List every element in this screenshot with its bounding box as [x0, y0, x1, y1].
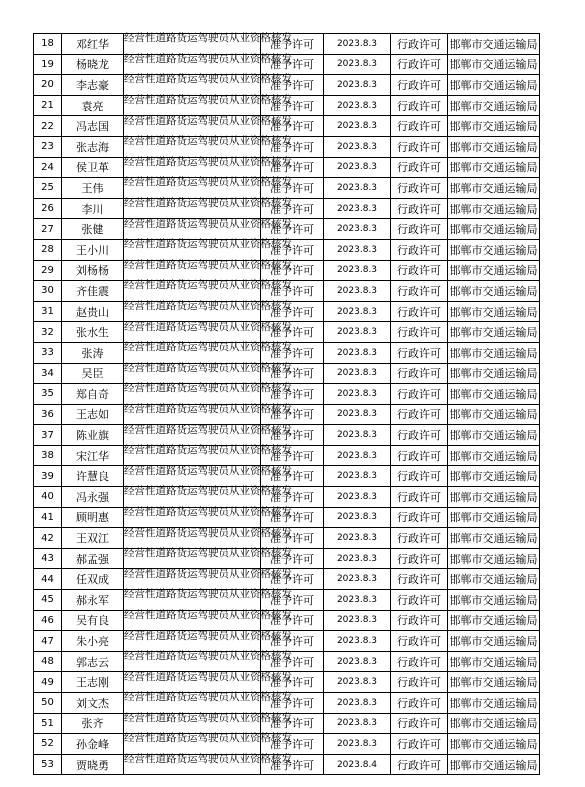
applicant-name: 王志刚 — [62, 672, 124, 693]
issuing-authority: 邯郸市交通运输局 — [448, 178, 540, 199]
decision-result: 准予许可 — [261, 342, 324, 363]
decision-result: 准予许可 — [261, 404, 324, 425]
decision-date: 2023.8.3 — [324, 672, 391, 693]
decision-type: 行政许可 — [391, 363, 448, 384]
row-number: 40 — [34, 487, 62, 508]
license-item-text: 经营性道路货运驾驶员从业资格核发 — [124, 753, 292, 766]
table-row — [34, 322, 540, 343]
decision-result: 准予许可 — [261, 734, 324, 755]
row-number: 47 — [34, 631, 62, 652]
issuing-authority: 邯郸市交通运输局 — [448, 219, 540, 240]
license-item-text: 经营性道路货运驾驶员从业资格核发 — [124, 629, 292, 642]
row-number: 18 — [34, 34, 62, 55]
decision-date: 2023.8.3 — [324, 548, 391, 569]
license-item-text: 经营性道路货运驾驶员从业资格核发 — [124, 238, 292, 251]
row-number: 42 — [34, 528, 62, 549]
decision-result: 准予许可 — [261, 178, 324, 199]
applicant-name: 任双成 — [62, 569, 124, 590]
decision-result: 准予许可 — [261, 281, 324, 302]
applicant-name: 王志如 — [62, 404, 124, 425]
decision-type: 行政许可 — [391, 445, 448, 466]
row-number: 33 — [34, 342, 62, 363]
table-row — [34, 260, 540, 281]
applicant-name: 许慧良 — [62, 466, 124, 487]
license-item-text: 经营性道路货运驾驶员从业资格核发 — [124, 73, 292, 86]
table-row — [34, 75, 540, 96]
table-row — [34, 548, 540, 569]
license-item-text: 经营性道路货运驾驶员从业资格核发 — [124, 52, 292, 65]
decision-type: 行政许可 — [391, 136, 448, 157]
license-item-text: 经营性道路货运驾驶员从业资格核发 — [124, 176, 292, 189]
table-row — [34, 651, 540, 672]
row-number: 48 — [34, 651, 62, 672]
decision-type: 行政许可 — [391, 693, 448, 714]
issuing-authority: 邯郸市交通运输局 — [448, 260, 540, 281]
decision-date: 2023.8.3 — [324, 713, 391, 734]
license-item-text: 经营性道路货运驾驶员从业资格核发 — [124, 361, 292, 374]
decision-type: 行政许可 — [391, 631, 448, 652]
table-row — [34, 425, 540, 446]
row-number: 44 — [34, 569, 62, 590]
applicant-name: 张志海 — [62, 136, 124, 157]
issuing-authority: 邯郸市交通运输局 — [448, 631, 540, 652]
decision-type: 行政许可 — [391, 281, 448, 302]
decision-type: 行政许可 — [391, 487, 448, 508]
decision-result: 准予许可 — [261, 75, 324, 96]
license-item-text: 经营性道路货运驾驶员从业资格核发 — [124, 444, 292, 457]
table-row — [34, 507, 540, 528]
row-number: 43 — [34, 548, 62, 569]
applicant-name: 宋江华 — [62, 445, 124, 466]
license-item-text: 经营性道路货运驾驶员从业资格核发 — [124, 464, 292, 477]
applicant-name: 杨晓龙 — [62, 54, 124, 75]
applicant-name: 陈业旗 — [62, 425, 124, 446]
row-number: 26 — [34, 198, 62, 219]
issuing-authority: 邯郸市交通运输局 — [448, 116, 540, 137]
decision-date: 2023.8.3 — [324, 260, 391, 281]
decision-result: 准予许可 — [261, 693, 324, 714]
applicant-name: 王伟 — [62, 178, 124, 199]
decision-result: 准予许可 — [261, 466, 324, 487]
table-row — [34, 590, 540, 611]
row-number: 36 — [34, 404, 62, 425]
decision-type: 行政许可 — [391, 528, 448, 549]
decision-date: 2023.8.3 — [324, 445, 391, 466]
row-number: 38 — [34, 445, 62, 466]
license-item-text: 经营性道路货运驾驶员从业资格核发 — [124, 588, 292, 601]
issuing-authority: 邯郸市交通运输局 — [448, 487, 540, 508]
issuing-authority: 邯郸市交通运输局 — [448, 95, 540, 116]
applicant-name: 郝永军 — [62, 590, 124, 611]
decision-type: 行政许可 — [391, 425, 448, 446]
row-number: 22 — [34, 116, 62, 137]
license-item-text: 经营性道路货运驾驶员从业资格核发 — [124, 279, 292, 292]
table-row — [34, 445, 540, 466]
applicant-name: 李志豪 — [62, 75, 124, 96]
table-row — [34, 178, 540, 199]
license-table — [33, 33, 540, 775]
table-row — [34, 157, 540, 178]
table-row — [34, 384, 540, 405]
row-number: 52 — [34, 734, 62, 755]
decision-date: 2023.8.3 — [324, 75, 391, 96]
issuing-authority: 邯郸市交通运输局 — [448, 75, 540, 96]
row-number: 21 — [34, 95, 62, 116]
row-number: 28 — [34, 239, 62, 260]
decision-date: 2023.8.3 — [324, 384, 391, 405]
decision-type: 行政许可 — [391, 590, 448, 611]
issuing-authority: 邯郸市交通运输局 — [448, 404, 540, 425]
table-row — [34, 198, 540, 219]
row-number: 46 — [34, 610, 62, 631]
license-item-text: 经营性道路货运驾驶员从业资格核发 — [124, 423, 292, 436]
decision-type: 行政许可 — [391, 54, 448, 75]
applicant-name: 吴臣 — [62, 363, 124, 384]
row-number: 19 — [34, 54, 62, 75]
issuing-authority: 邯郸市交通运输局 — [448, 754, 540, 775]
decision-result: 准予许可 — [261, 548, 324, 569]
issuing-authority: 邯郸市交通运输局 — [448, 239, 540, 260]
license-item-text: 经营性道路货运驾驶员从业资格核发 — [124, 94, 292, 107]
table-row — [34, 54, 540, 75]
decision-result: 准予许可 — [261, 136, 324, 157]
issuing-authority: 邯郸市交通运输局 — [448, 569, 540, 590]
issuing-authority: 邯郸市交通运输局 — [448, 363, 540, 384]
decision-date: 2023.8.3 — [324, 693, 391, 714]
license-item-text: 经营性道路货运驾驶员从业资格核发 — [124, 670, 292, 683]
applicant-name: 贾晓勇 — [62, 754, 124, 775]
decision-type: 行政许可 — [391, 384, 448, 405]
applicant-name: 张涛 — [62, 342, 124, 363]
decision-result: 准予许可 — [261, 507, 324, 528]
row-number: 31 — [34, 301, 62, 322]
row-number: 53 — [34, 754, 62, 775]
applicant-name: 袁亮 — [62, 95, 124, 116]
applicant-name: 郭志云 — [62, 651, 124, 672]
row-number: 51 — [34, 713, 62, 734]
decision-type: 行政许可 — [391, 548, 448, 569]
decision-date: 2023.8.3 — [324, 301, 391, 322]
license-item-text: 经营性道路货运驾驶员从业资格核发 — [124, 608, 292, 621]
decision-date: 2023.8.3 — [324, 219, 391, 240]
table-row — [34, 693, 540, 714]
decision-type: 行政许可 — [391, 239, 448, 260]
decision-result: 准予许可 — [261, 590, 324, 611]
decision-date: 2023.8.3 — [324, 404, 391, 425]
decision-result: 准予许可 — [261, 54, 324, 75]
table-row — [34, 754, 540, 775]
decision-type: 行政许可 — [391, 219, 448, 240]
issuing-authority: 邯郸市交通运输局 — [448, 198, 540, 219]
decision-result: 准予许可 — [261, 651, 324, 672]
decision-date: 2023.8.3 — [324, 136, 391, 157]
applicant-name: 吴有良 — [62, 610, 124, 631]
table-row — [34, 363, 540, 384]
applicant-name: 孙金峰 — [62, 734, 124, 755]
decision-date: 2023.8.3 — [324, 363, 391, 384]
applicant-name: 王双江 — [62, 528, 124, 549]
decision-type: 行政许可 — [391, 116, 448, 137]
license-item-text: 经营性道路货运驾驶员从业资格核发 — [124, 114, 292, 127]
issuing-authority: 邯郸市交通运输局 — [448, 528, 540, 549]
issuing-authority: 邯郸市交通运输局 — [448, 713, 540, 734]
decision-result: 准予许可 — [261, 239, 324, 260]
decision-date: 2023.8.3 — [324, 528, 391, 549]
table-row — [34, 713, 540, 734]
row-number: 25 — [34, 178, 62, 199]
issuing-authority: 邯郸市交通运输局 — [448, 445, 540, 466]
decision-result: 准予许可 — [261, 672, 324, 693]
license-item-text: 经营性道路货运驾驶员从业资格核发 — [124, 485, 292, 498]
decision-date: 2023.8.3 — [324, 590, 391, 611]
table-row — [34, 301, 540, 322]
decision-date: 2023.8.3 — [324, 239, 391, 260]
issuing-authority: 邯郸市交通运输局 — [448, 693, 540, 714]
decision-result: 准予许可 — [261, 569, 324, 590]
license-item-text: 经营性道路货运驾驶员从业资格核发 — [124, 32, 292, 45]
applicant-name: 张健 — [62, 219, 124, 240]
applicant-name: 顾明惠 — [62, 507, 124, 528]
license-item-text: 经营性道路货运驾驶员从业资格核发 — [124, 382, 292, 395]
decision-date: 2023.8.3 — [324, 342, 391, 363]
issuing-authority: 邯郸市交通运输局 — [448, 466, 540, 487]
table-row — [34, 34, 540, 55]
decision-date: 2023.8.3 — [324, 95, 391, 116]
decision-result: 准予许可 — [261, 363, 324, 384]
decision-date: 2023.8.3 — [324, 569, 391, 590]
issuing-authority: 邯郸市交通运输局 — [448, 54, 540, 75]
decision-type: 行政许可 — [391, 713, 448, 734]
license-item-text: 经营性道路货运驾驶员从业资格核发 — [124, 341, 292, 354]
table-row — [34, 528, 540, 549]
decision-result: 准予许可 — [261, 445, 324, 466]
applicant-name: 冯志国 — [62, 116, 124, 137]
issuing-authority: 邯郸市交通运输局 — [448, 384, 540, 405]
decision-type: 行政许可 — [391, 198, 448, 219]
issuing-authority: 邯郸市交通运输局 — [448, 34, 540, 55]
decision-result: 准予许可 — [261, 116, 324, 137]
decision-date: 2023.8.3 — [324, 281, 391, 302]
decision-result: 准予许可 — [261, 384, 324, 405]
issuing-authority: 邯郸市交通运输局 — [448, 322, 540, 343]
row-number: 27 — [34, 219, 62, 240]
decision-date: 2023.8.3 — [324, 178, 391, 199]
license-item-text: 经营性道路货运驾驶员从业资格核发 — [124, 691, 292, 704]
row-number: 49 — [34, 672, 62, 693]
decision-result: 准予许可 — [261, 631, 324, 652]
decision-type: 行政许可 — [391, 260, 448, 281]
decision-date: 2023.8.3 — [324, 487, 391, 508]
decision-type: 行政许可 — [391, 672, 448, 693]
decision-result: 准予许可 — [261, 610, 324, 631]
license-item-text: 经营性道路货运驾驶员从业资格核发 — [124, 711, 292, 724]
decision-type: 行政许可 — [391, 95, 448, 116]
applicant-name: 朱小亮 — [62, 631, 124, 652]
table-row — [34, 219, 540, 240]
license-item-text: 经营性道路货运驾驶员从业资格核发 — [124, 526, 292, 539]
decision-date: 2023.8.4 — [324, 754, 391, 775]
license-item-text: 经营性道路货运驾驶员从业资格核发 — [124, 547, 292, 560]
decision-type: 行政许可 — [391, 651, 448, 672]
applicant-name: 冯永强 — [62, 487, 124, 508]
table-row — [34, 342, 540, 363]
applicant-name: 李川 — [62, 198, 124, 219]
table-body — [34, 34, 540, 775]
decision-result: 准予许可 — [261, 322, 324, 343]
decision-date: 2023.8.3 — [324, 425, 391, 446]
decision-result: 准予许可 — [261, 219, 324, 240]
row-number: 30 — [34, 281, 62, 302]
table-row — [34, 466, 540, 487]
decision-date: 2023.8.3 — [324, 507, 391, 528]
decision-type: 行政许可 — [391, 178, 448, 199]
decision-type: 行政许可 — [391, 569, 448, 590]
table-row — [34, 136, 540, 157]
decision-result: 准予许可 — [261, 713, 324, 734]
applicant-name: 邓红华 — [62, 34, 124, 55]
decision-type: 行政许可 — [391, 75, 448, 96]
applicant-name: 郑自奇 — [62, 384, 124, 405]
license-item-text: 经营性道路货运驾驶员从业资格核发 — [124, 155, 292, 168]
license-item-text: 经营性道路货运驾驶员从业资格核发 — [124, 197, 292, 210]
applicant-name: 郝孟强 — [62, 548, 124, 569]
decision-result: 准予许可 — [261, 157, 324, 178]
decision-result: 准予许可 — [261, 301, 324, 322]
license-item-text: 经营性道路货运驾驶员从业资格核发 — [124, 300, 292, 313]
decision-result: 准予许可 — [261, 198, 324, 219]
decision-result: 准予许可 — [261, 34, 324, 55]
applicant-name: 张水生 — [62, 322, 124, 343]
applicant-name: 刘文杰 — [62, 693, 124, 714]
decision-type: 行政许可 — [391, 342, 448, 363]
issuing-authority: 邯郸市交通运输局 — [448, 672, 540, 693]
license-item-text: 经营性道路货运驾驶员从业资格核发 — [124, 135, 292, 148]
row-number: 41 — [34, 507, 62, 528]
decision-result: 准予许可 — [261, 260, 324, 281]
row-number: 35 — [34, 384, 62, 405]
issuing-authority: 邯郸市交通运输局 — [448, 507, 540, 528]
decision-type: 行政许可 — [391, 507, 448, 528]
table-row — [34, 631, 540, 652]
table-row — [34, 116, 540, 137]
applicant-name: 赵贵山 — [62, 301, 124, 322]
decision-type: 行政许可 — [391, 322, 448, 343]
license-item-text: 经营性道路货运驾驶员从业资格核发 — [124, 505, 292, 518]
decision-date: 2023.8.3 — [324, 34, 391, 55]
row-number: 29 — [34, 260, 62, 281]
row-number: 50 — [34, 693, 62, 714]
table-row — [34, 610, 540, 631]
table-row — [34, 569, 540, 590]
issuing-authority: 邯郸市交通运输局 — [448, 548, 540, 569]
decision-date: 2023.8.3 — [324, 651, 391, 672]
license-item-text: 经营性道路货运驾驶员从业资格核发 — [124, 402, 292, 415]
row-number: 45 — [34, 590, 62, 611]
issuing-authority: 邯郸市交通运输局 — [448, 610, 540, 631]
license-item-text: 经营性道路货运驾驶员从业资格核发 — [124, 217, 292, 230]
issuing-authority: 邯郸市交通运输局 — [448, 651, 540, 672]
table-row — [34, 404, 540, 425]
decision-type: 行政许可 — [391, 301, 448, 322]
issuing-authority: 邯郸市交通运输局 — [448, 590, 540, 611]
decision-date: 2023.8.3 — [324, 466, 391, 487]
issuing-authority: 邯郸市交通运输局 — [448, 425, 540, 446]
decision-result: 准予许可 — [261, 425, 324, 446]
decision-type: 行政许可 — [391, 754, 448, 775]
issuing-authority: 邯郸市交通运输局 — [448, 734, 540, 755]
decision-result: 准予许可 — [261, 95, 324, 116]
license-item-text: 经营性道路货运驾驶员从业资格核发 — [124, 732, 292, 745]
issuing-authority: 邯郸市交通运输局 — [448, 136, 540, 157]
issuing-authority: 邯郸市交通运输局 — [448, 342, 540, 363]
table-row — [34, 95, 540, 116]
table-row — [34, 281, 540, 302]
row-number: 34 — [34, 363, 62, 384]
applicant-name: 齐佳震 — [62, 281, 124, 302]
license-item-text: 经营性道路货运驾驶员从业资格核发 — [124, 567, 292, 580]
row-number: 39 — [34, 466, 62, 487]
table-row — [34, 239, 540, 260]
license-item-text: 经营性道路货运驾驶员从业资格核发 — [124, 650, 292, 663]
row-number: 24 — [34, 157, 62, 178]
decision-date: 2023.8.3 — [324, 116, 391, 137]
decision-type: 行政许可 — [391, 466, 448, 487]
decision-result: 准予许可 — [261, 754, 324, 775]
applicant-name: 侯卫革 — [62, 157, 124, 178]
decision-type: 行政许可 — [391, 34, 448, 55]
issuing-authority: 邯郸市交通运输局 — [448, 281, 540, 302]
license-item-text: 经营性道路货运驾驶员从业资格核发 — [124, 320, 292, 333]
applicant-name: 张齐 — [62, 713, 124, 734]
row-number: 37 — [34, 425, 62, 446]
applicant-name: 刘杨杨 — [62, 260, 124, 281]
table-row — [34, 487, 540, 508]
decision-date: 2023.8.3 — [324, 157, 391, 178]
applicant-name: 王小川 — [62, 239, 124, 260]
row-number: 20 — [34, 75, 62, 96]
license-item-text: 经营性道路货运驾驶员从业资格核发 — [124, 258, 292, 271]
decision-type: 行政许可 — [391, 610, 448, 631]
decision-result: 准予许可 — [261, 528, 324, 549]
decision-date: 2023.8.3 — [324, 610, 391, 631]
decision-result: 准予许可 — [261, 487, 324, 508]
decision-date: 2023.8.3 — [324, 322, 391, 343]
issuing-authority: 邯郸市交通运输局 — [448, 301, 540, 322]
decision-date: 2023.8.3 — [324, 198, 391, 219]
decision-date: 2023.8.3 — [324, 734, 391, 755]
table-row — [34, 672, 540, 693]
decision-type: 行政许可 — [391, 734, 448, 755]
decision-type: 行政许可 — [391, 404, 448, 425]
decision-date: 2023.8.3 — [324, 631, 391, 652]
table-row — [34, 734, 540, 755]
row-number: 32 — [34, 322, 62, 343]
issuing-authority: 邯郸市交通运输局 — [448, 157, 540, 178]
decision-date: 2023.8.3 — [324, 54, 391, 75]
decision-type: 行政许可 — [391, 157, 448, 178]
row-number: 23 — [34, 136, 62, 157]
